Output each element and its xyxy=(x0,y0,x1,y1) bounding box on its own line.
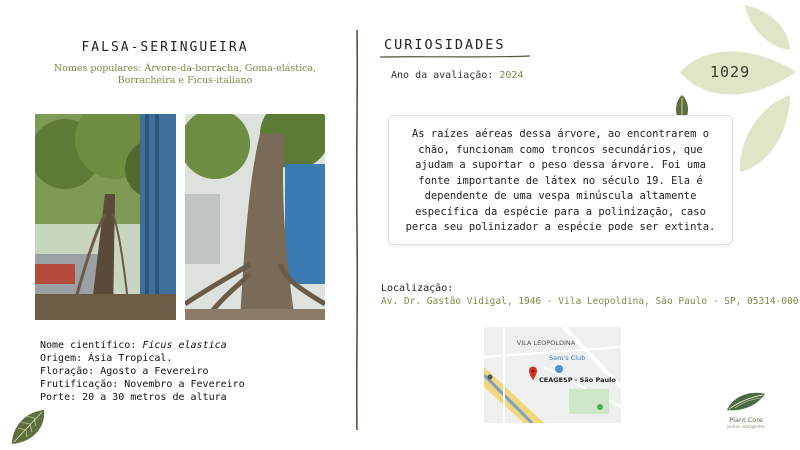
evaluation-year xyxy=(391,70,523,81)
species-details xyxy=(40,339,245,404)
origin: Origem: Ásia Tropical. xyxy=(40,353,173,364)
tree-photo-1 xyxy=(35,114,176,320)
brand-name: Plant Core xyxy=(729,416,763,424)
size: Porte: 20 a 30 metros de altura xyxy=(40,392,227,403)
brand-leaf-icon xyxy=(725,390,767,412)
curiosities-text: As raízes aéreas dessa árvore, ao encontrarem o chão, funcionam como troncos secundários, que ajudam a suportar o peso dessa árvore. Foi uma fonte importante de látex no século 19. Ela é dependente de uma vespa minúscula altamente específica da espécie para a polinização, caso perca seu polinizador a espécie pode ser extinta. xyxy=(405,128,716,233)
fruiting: Frutificação: Novembro a Fevereiro xyxy=(40,379,245,390)
vertical-divider xyxy=(352,30,362,430)
tree-number: 1029 xyxy=(710,63,751,81)
curiosities-box xyxy=(388,115,733,245)
bottom-left-leaf-icon xyxy=(8,406,48,446)
location-map[interactable] xyxy=(484,327,621,423)
title-underline xyxy=(380,54,530,60)
map-marker-label: CEAGESP - São Paulo xyxy=(539,376,616,384)
species-title: FALSA-SERINGUEIRA xyxy=(81,40,249,55)
map-district-label: VILA LEOPOLDINA xyxy=(516,339,576,347)
scientific-name-row xyxy=(40,339,245,352)
evaluation-year-label: Ano da avaliação: xyxy=(391,70,494,81)
evaluation-year-value: 2024 xyxy=(499,70,524,81)
scientific-name-label: Nome científico: xyxy=(40,340,137,351)
map-poi-label: Sam's Club xyxy=(549,354,586,362)
popular-names: Nomes populares: Árvore-da-borracha, Goma-elástica, Borracheira e Ficus-italiano xyxy=(53,63,317,86)
curiosities-title: CURIOSIDADES xyxy=(384,37,506,53)
flowering: Floração: Agosto a Fevereiro xyxy=(40,366,209,377)
scientific-name: Ficus elastica xyxy=(142,340,227,351)
location-label: Localização: xyxy=(381,283,454,294)
location-address: Av. Dr. Gastão Vidigal, 1946 - Vila Leopoldina, São Paulo - SP, 05314-000 xyxy=(381,296,799,307)
brand-tagline: jardins inteligentes xyxy=(726,424,766,429)
brand-logo xyxy=(716,390,776,429)
tree-photo-2 xyxy=(185,114,325,320)
